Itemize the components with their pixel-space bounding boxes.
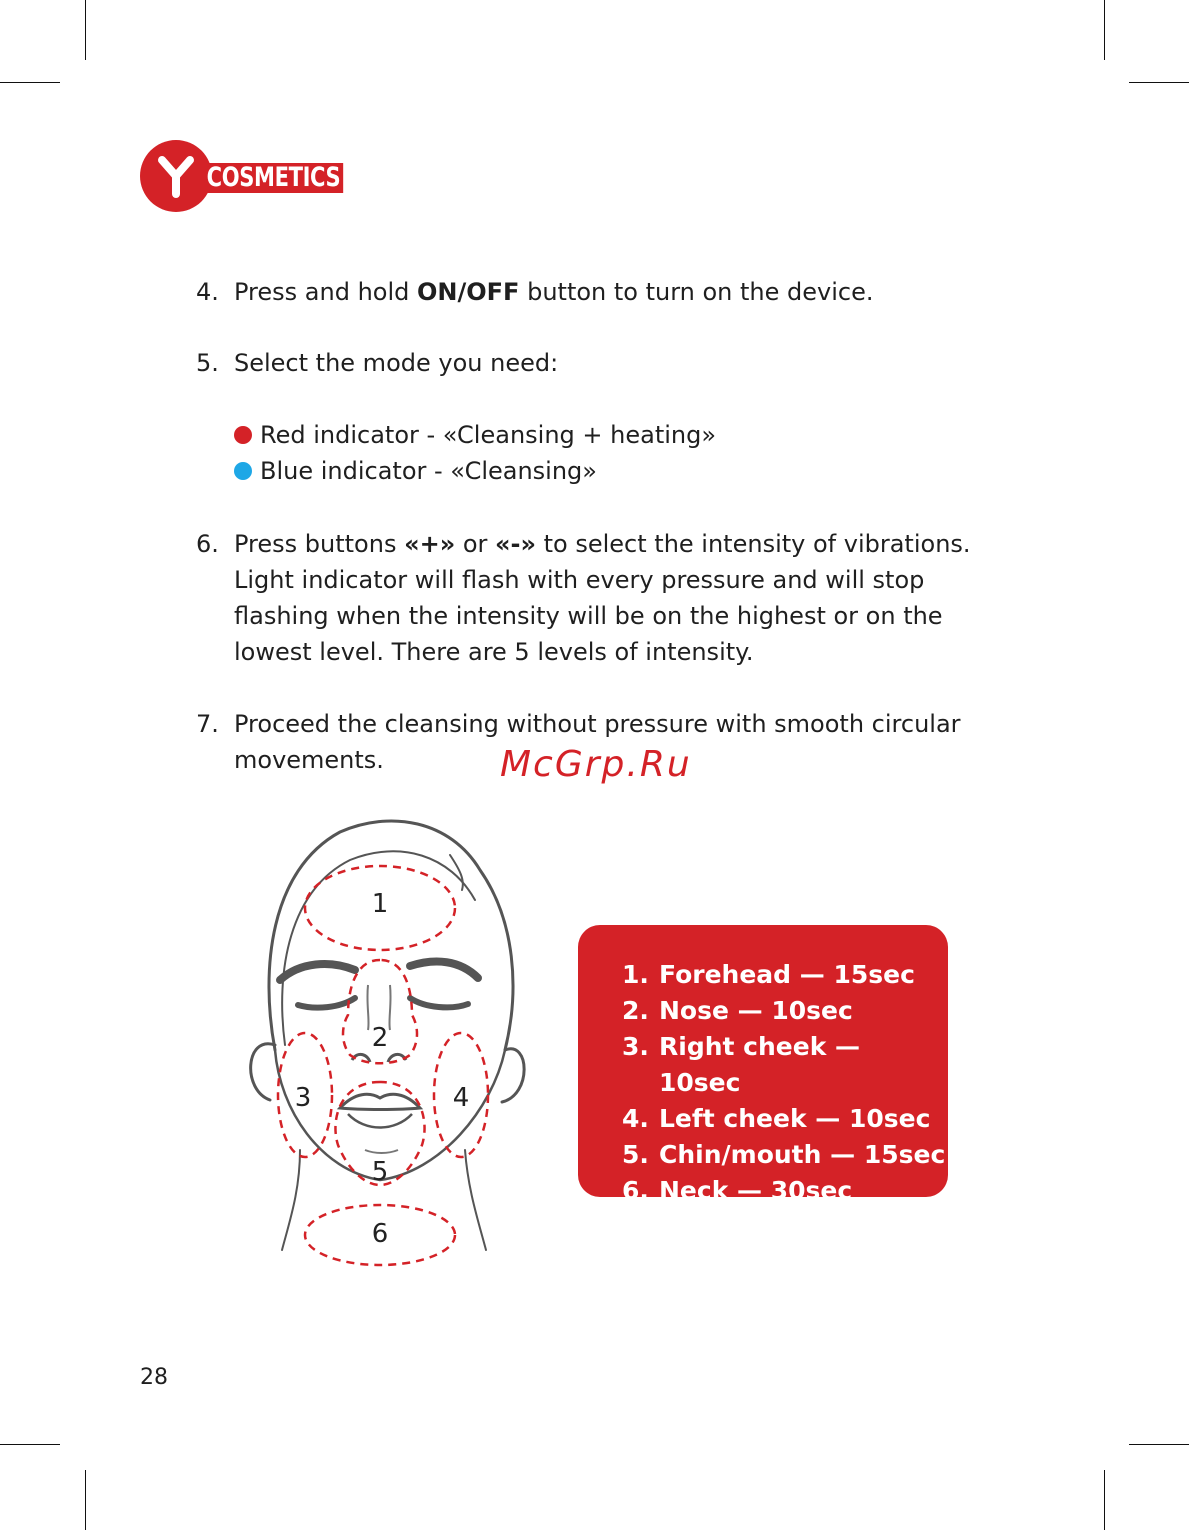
mode-blue xyxy=(234,453,597,489)
zone-timings-box xyxy=(578,925,948,1205)
mode-label: Blue indicator - «Cleansing» xyxy=(260,457,597,485)
step-text: flashing when the intensity will be on the highest or on the xyxy=(234,602,943,630)
zone-number: 5. xyxy=(622,1140,649,1169)
step-text: lowest level. There are 5 levels of intensity. xyxy=(234,638,754,666)
face-label-4: 4 xyxy=(452,1083,470,1113)
zone-number: 4. xyxy=(622,1104,649,1133)
zone-label: Right cheek — 10sec xyxy=(659,1032,861,1097)
zone-item xyxy=(622,1029,948,1101)
step-text: button to turn on the device. xyxy=(519,278,874,306)
mode-label: Red indicator - «Cleansing + heating» xyxy=(260,421,717,449)
brand-logo xyxy=(140,140,370,214)
blue-indicator-icon xyxy=(234,462,252,480)
zone-label: Forehead — 15sec xyxy=(659,960,915,989)
watermark: McGrp.Ru xyxy=(500,744,692,785)
logo-brand-text: COSMETICS xyxy=(202,163,343,193)
face-label-5: 5 xyxy=(371,1157,389,1187)
crop-mark xyxy=(1129,1444,1189,1445)
face-label-6: 6 xyxy=(371,1219,389,1249)
zone-number: 6. xyxy=(622,1176,649,1205)
step-5 xyxy=(196,345,986,381)
step-text: or xyxy=(455,530,496,558)
zone-item xyxy=(622,993,948,1029)
zone-item xyxy=(622,957,948,993)
step-text: Select the mode you need: xyxy=(234,349,559,377)
crop-mark xyxy=(0,1444,60,1445)
step-6 xyxy=(196,526,986,670)
zone-label: Left cheek — 10sec xyxy=(659,1104,931,1133)
zone-label: Chin/mouth — 15sec xyxy=(659,1140,946,1169)
left-ear xyxy=(502,1049,524,1102)
crop-mark xyxy=(0,82,60,83)
minus-label: «-» xyxy=(495,530,536,558)
step-number: 7. xyxy=(196,710,219,738)
on-off-label: ON/OFF xyxy=(417,278,520,306)
mode-red xyxy=(234,417,716,453)
face-label-2: 2 xyxy=(371,1023,389,1053)
red-indicator-icon xyxy=(234,426,252,444)
zone-label: Nose — 10sec xyxy=(659,996,853,1025)
zone-number: 2. xyxy=(622,996,649,1025)
step-text: movements. xyxy=(234,746,384,774)
face-diagram xyxy=(230,810,540,1280)
mouth xyxy=(340,1094,420,1109)
zone-label: Neck — 30sec xyxy=(659,1176,853,1205)
right-ear xyxy=(251,1044,275,1100)
zone-number: 3. xyxy=(622,1032,649,1061)
right-eye xyxy=(298,998,355,1008)
step-text: Press buttons xyxy=(234,530,405,558)
crop-mark xyxy=(1104,1470,1105,1530)
step-text: Light indicator will flash with every pressure and will stop xyxy=(234,566,925,594)
step-number: 5. xyxy=(196,349,219,377)
step-text: Press and hold xyxy=(234,278,417,306)
step-text: to select the intensity of vibrations. xyxy=(536,530,971,558)
page-number: 28 xyxy=(140,1365,168,1390)
crop-mark xyxy=(85,0,86,60)
face-label-3: 3 xyxy=(294,1083,312,1113)
left-eye xyxy=(410,998,468,1007)
step-number: 6. xyxy=(196,530,219,558)
crop-mark xyxy=(85,1470,86,1530)
right-eyebrow xyxy=(280,964,355,980)
crop-mark xyxy=(1104,0,1105,60)
left-eyebrow xyxy=(410,962,478,978)
crop-mark xyxy=(1129,82,1189,83)
zone-number: 1. xyxy=(622,960,649,989)
face-label-1: 1 xyxy=(371,889,389,919)
step-text: Proceed the cleansing without pressure with smooth circular xyxy=(234,710,961,738)
zone-item xyxy=(622,1101,948,1137)
plus-label: «+» xyxy=(404,530,456,558)
zone-item xyxy=(622,1173,948,1209)
head-outline xyxy=(269,821,513,1050)
jaw xyxy=(275,1050,505,1180)
zone-item xyxy=(622,1137,948,1173)
step-number: 4. xyxy=(196,278,219,306)
step-4 xyxy=(196,274,986,310)
